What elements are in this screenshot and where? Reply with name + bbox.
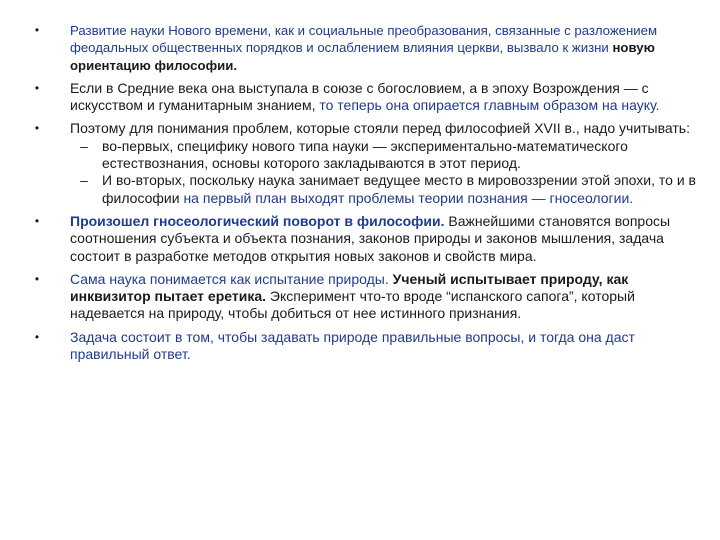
bullet-marker: •: [34, 121, 40, 136]
bullet-item-6: [30, 329, 702, 364]
bullet-item-3: [30, 120, 702, 206]
text-run: Эксперимент что-то вроде “испанского сапога”, который надевается на природу, чтобы добиться от нее истинного признания.: [70, 288, 635, 322]
bullet-item-1: [30, 22, 702, 74]
dash-marker: –: [80, 172, 88, 189]
text-run-blue: то теперь она опирается главным образом на науку.: [319, 97, 660, 114]
text-run-blue: на первый план выходят проблемы теории познания — гносеологии.: [183, 189, 634, 206]
bullet-marker: •: [34, 329, 40, 344]
text-run-bold: Ученый испытывает природу, как инквизитор пытает еретика.: [70, 270, 629, 305]
bullet-marker: •: [34, 80, 40, 95]
sub-list: [70, 138, 702, 207]
sub-item-2: [70, 172, 702, 207]
bullet-item-5: [30, 271, 702, 323]
bullet-list: [30, 22, 702, 369]
text-run-blue: Задача состоит в том, чтобы задавать природе правильные вопросы, и тогда она даст правильный ответ.: [70, 328, 635, 363]
sub-item-1: [70, 138, 702, 173]
bullet-marker: •: [34, 271, 40, 286]
bullet-item-2: [30, 80, 702, 115]
text-run: Если в Средние века она выступала в союзе с богословием, а в эпоху Возрождения — с искусством и гуманитарным знанием,: [70, 79, 649, 114]
dash-marker: –: [80, 137, 88, 154]
text-run: Развитие науки Нового времени, как и социальные преобразования, связанные с разложением феодальных общественных порядков и ослаблением влияния церкви, вызвало к жизни: [70, 23, 658, 56]
text-run: Поэтому для понимания проблем, которые стояли перед философией XVII в., надо учитывать:: [70, 120, 690, 137]
bullet-marker: •: [34, 213, 40, 228]
text-run: Важнейшими становятся вопросы соотношения субъекта и объекта познания, законов природы и законов мышления, задача состоит в разработке методов открытия новых законов и свойств мира.: [70, 212, 671, 264]
text-run-blue: Сама наука понимается как испытание природы.: [70, 270, 389, 287]
text-run: во-первых, специфику нового типа науки — экспериментально-математического естествознания, основы которого закладываются в этот период.: [102, 137, 628, 172]
text-run-bold: новую ориентацию философии.: [70, 40, 655, 73]
text-run: И во-вторых, поскольку наука занимает ведущее место в мировоззрении этой эпохи, то и в философии: [102, 172, 696, 206]
text-run-bold-blue: Произошел гносеологический поворот в философии.: [70, 212, 445, 229]
bullet-marker: •: [34, 23, 40, 37]
bullet-item-4: [30, 213, 702, 265]
